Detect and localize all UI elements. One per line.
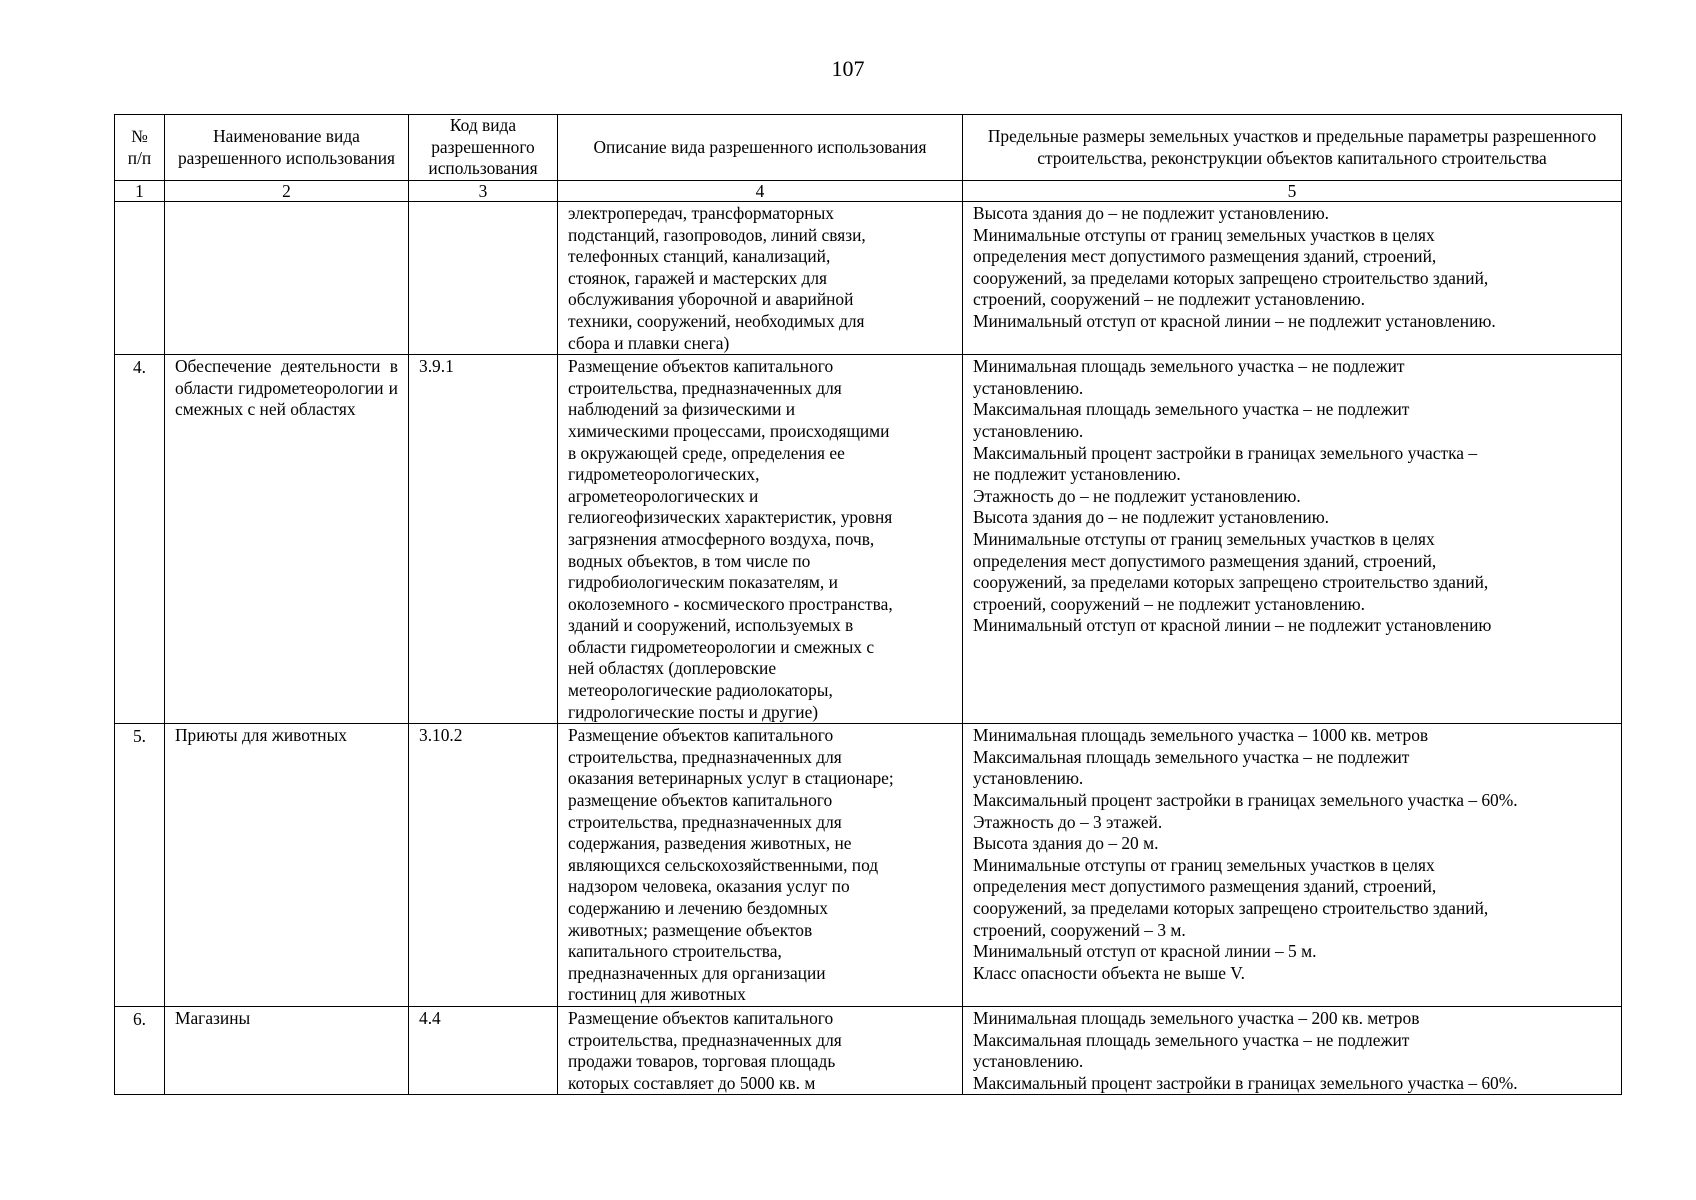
use-code: 3.9.1 bbox=[409, 355, 558, 724]
use-name: Приюты для животных bbox=[165, 724, 409, 1007]
header-code: Код вида разрешенного использования bbox=[409, 115, 558, 181]
use-parameters: Минимальная площадь земельного участка – не подлежит установлению. Максимальная площадь земельного участка – не подлежит установлению. Максимальный процент застройки в границах земельного участка – не подлежит установлению. Этажность до – не подлежит установлению. Высота здания до – не подлежит установлению. Минимальные отступы от границ земельных участков в целях определения мест допустимого размещения зданий, строений, сооружений, за пределами которых запрещено строительство зданий, строений, сооружений – не подлежит установлению. Минимальный отступ от красной линии – не подлежит установлению bbox=[963, 355, 1622, 724]
header-description: Описание вида разрешенного использования bbox=[558, 115, 963, 181]
use-description: Размещение объектов капитального строительства, предназначенных для оказания ветеринарных услуг в стационаре; размещение объектов капитального строительства, предназначенных для содержания, разведения животных, не являющихся сельскохозяйственными, под надзором человека, оказания услуг по содержанию и лечению бездомных животных; размещение объектов капитального строительства, предназначенных для организации гостиниц для животных bbox=[558, 724, 963, 1007]
table-row bbox=[115, 724, 1622, 1007]
row-number: 4. bbox=[115, 355, 165, 724]
table-row bbox=[115, 355, 1622, 724]
use-name bbox=[165, 202, 409, 355]
header-parameters: Предельные размеры земельных участков и предельные параметры разрешенного строительства, реконструкции объектов капитального строительства bbox=[963, 115, 1622, 181]
use-code: 4.4 bbox=[409, 1006, 558, 1094]
column-number: 5 bbox=[963, 181, 1622, 202]
row-number: 5. bbox=[115, 724, 165, 1007]
use-code: 3.10.2 bbox=[409, 724, 558, 1007]
column-number: 2 bbox=[165, 181, 409, 202]
row-number: 6. bbox=[115, 1006, 165, 1094]
use-parameters: Высота здания до – не подлежит установлению. Минимальные отступы от границ земельных участков в целях определения мест допустимого размещения зданий, строений, сооружений, за пределами которых запрещено строительство зданий, строений, сооружений – не подлежит установлению. Минимальный отступ от красной линии – не подлежит установлению. bbox=[963, 202, 1622, 355]
use-description: Размещение объектов капитального строительства, предназначенных для продажи товаров, торговая площадь которых составляет до 5000 кв. м bbox=[558, 1006, 963, 1094]
column-number: 3 bbox=[409, 181, 558, 202]
table-row bbox=[115, 202, 1622, 355]
header-name: Наименование вида разрешенного использования bbox=[165, 115, 409, 181]
table-row bbox=[115, 1006, 1622, 1094]
row-number bbox=[115, 202, 165, 355]
use-name: Магазины bbox=[165, 1006, 409, 1094]
column-number: 4 bbox=[558, 181, 963, 202]
page-number: 107 bbox=[831, 56, 865, 81]
use-description: Размещение объектов капитального строительства, предназначенных для наблюдений за физическими и химическими процессами, происходящими в окружающей среде, определения ее гидрометеорологических, агрометеорологических и гелиогеофизических характеристик, уровня загрязнения атмосферного воздуха, почв, водных объектов, в том числе по гидробиологическим показателям, и околоземного - космического пространства, зданий и сооружений, используемых в области гидрометеорологии и смежных с ней областях (доплеровские метеорологические радиолокаторы, гидрологические посты и другие) bbox=[558, 355, 963, 724]
column-number-row bbox=[115, 181, 1622, 202]
table-header-row bbox=[115, 115, 1622, 181]
use-description: электропередач, трансформаторных подстанций, газопроводов, линий связи, телефонных станций, канализаций, стоянок, гаражей и мастерских для обслуживания уборочной и аварийной техники, сооружений, необходимых для сбора и плавки снега) bbox=[558, 202, 963, 355]
regulations-table bbox=[114, 114, 1622, 1095]
use-name: Обеспечение деятельности в области гидрометеорологии и смежных с ней областях bbox=[165, 355, 409, 724]
use-parameters: Минимальная площадь земельного участка – 200 кв. метров Максимальная площадь земельного участка – не подлежит установлению. Максимальный процент застройки в границах земельного участка – 60%. bbox=[963, 1006, 1622, 1094]
use-parameters: Минимальная площадь земельного участка – 1000 кв. метров Максимальная площадь земельного участка – не подлежит установлению. Максимальный процент застройки в границах земельного участка – 60%. Этажность до – 3 этажей. Высота здания до – 20 м. Минимальные отступы от границ земельных участков в целях определения мест допустимого размещения зданий, строений, сооружений, за пределами которых запрещено строительство зданий, строений, сооружений – 3 м. Минимальный отступ от красной линии – 5 м. Класс опасности объекта не выше V. bbox=[963, 724, 1622, 1007]
header-number: № п/п bbox=[115, 115, 165, 181]
column-number: 1 bbox=[115, 181, 165, 202]
use-code bbox=[409, 202, 558, 355]
